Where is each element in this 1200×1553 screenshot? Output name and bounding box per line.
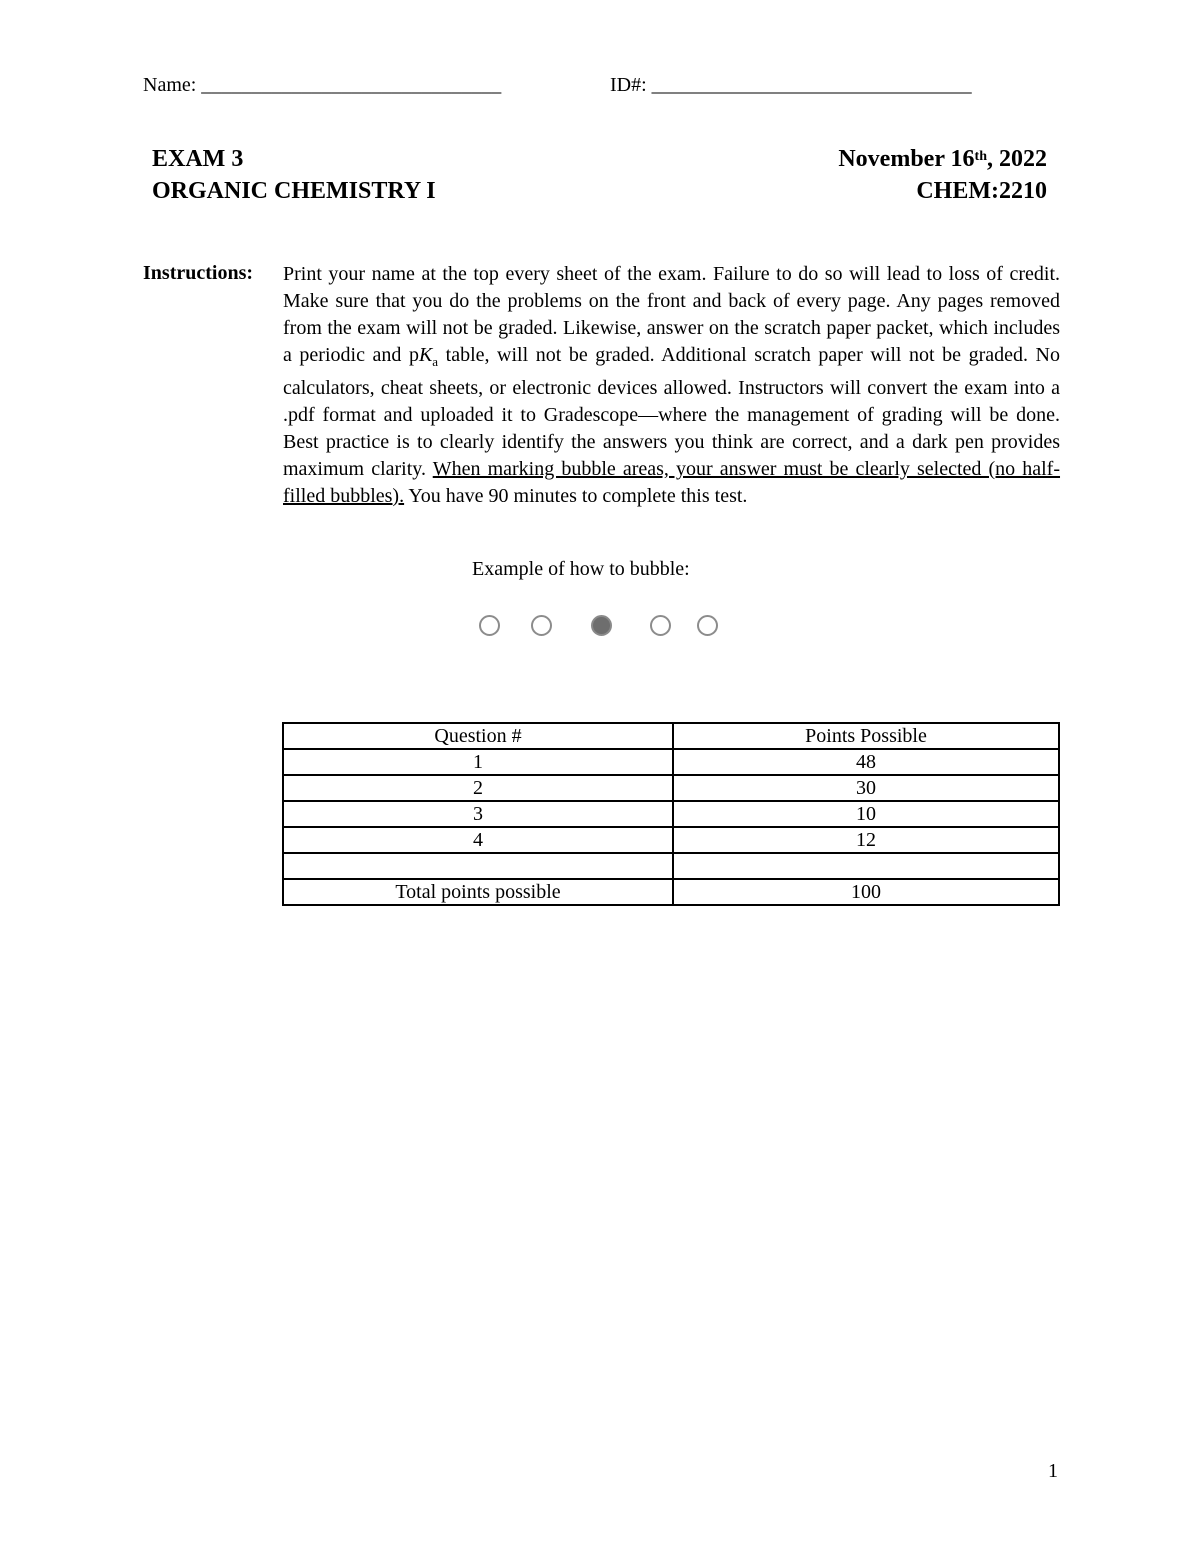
id-field[interactable]: ID#: ________________________________ (610, 74, 972, 96)
total-label: Total points possible (283, 879, 673, 905)
points-table (282, 722, 1060, 906)
table-row (283, 775, 1059, 801)
course-code: CHEM:2210 (916, 178, 1047, 204)
instructions-part1: Print your name at the top every sheet of the exam. Failure to do so will lead to loss of credit. Make sure that you do the problems on the front and back of every page. Any pages removed from the exam will not be graded. Likewise, answer on the scratch paper packet, which includes a periodic and p (283, 263, 1060, 366)
points-value: 12 (673, 827, 1059, 853)
instructions-part3: You have 90 minutes to complete this test. (404, 485, 748, 507)
bubble-example (0, 615, 1200, 639)
table-row (283, 801, 1059, 827)
name-field[interactable]: Name: ______________________________ (143, 74, 502, 96)
exam-date-prefix: November 16 (838, 146, 975, 172)
table-row (283, 827, 1059, 853)
points-value: 48 (673, 749, 1059, 775)
exam-number: EXAM 3 (152, 146, 244, 172)
table-total-row (283, 879, 1059, 905)
bubble-empty (531, 615, 552, 636)
points-value: 10 (673, 801, 1059, 827)
table-row-empty (283, 853, 1059, 879)
exam-date (838, 143, 1047, 175)
question-number: 1 (283, 749, 673, 775)
bubble-empty (479, 615, 500, 636)
points-value (673, 853, 1059, 879)
instructions-underlined: When marking bubble areas, your answer must be clearly selected (no half-filled bubbles). (283, 458, 1061, 507)
points-value: 30 (673, 775, 1059, 801)
exam-date-block (838, 143, 1047, 207)
exam-title-block (152, 143, 436, 207)
instructions-label: Instructions: (143, 262, 254, 284)
pka-a: a (432, 354, 439, 369)
total-value: 100 (673, 879, 1059, 905)
bubble-empty (650, 615, 671, 636)
instructions-part2: table, will not be graded. Additional scratch paper will not be graded. No calculators, cheat sheets, or electronic devices allowed. Instructors will convert the exam into a .pdf format and uploaded it to Gradescope—where the management of grading will be done. Best practice is to clearly identify the answers you think are correct, and a dark pen provides maximum clarity. (283, 344, 1060, 480)
header-question: Question # (283, 723, 673, 749)
course-name: ORGANIC CHEMISTRY I (152, 178, 436, 204)
bubble-example-label: Example of how to bubble: (472, 558, 690, 580)
exam-date-suffix: , 2022 (987, 146, 1047, 172)
pka-k: K (418, 344, 433, 366)
table-row (283, 749, 1059, 775)
page-number: 1 (1048, 1460, 1058, 1482)
header-points: Points Possible (673, 723, 1059, 749)
question-number (283, 853, 673, 879)
bubble-empty (697, 615, 718, 636)
question-number: 4 (283, 827, 673, 853)
exam-date-sup: th (974, 149, 987, 164)
bubble-filled (591, 615, 612, 636)
table-header-row (283, 723, 1059, 749)
question-number: 2 (283, 775, 673, 801)
question-number: 3 (283, 801, 673, 827)
instructions-text (283, 261, 1060, 510)
